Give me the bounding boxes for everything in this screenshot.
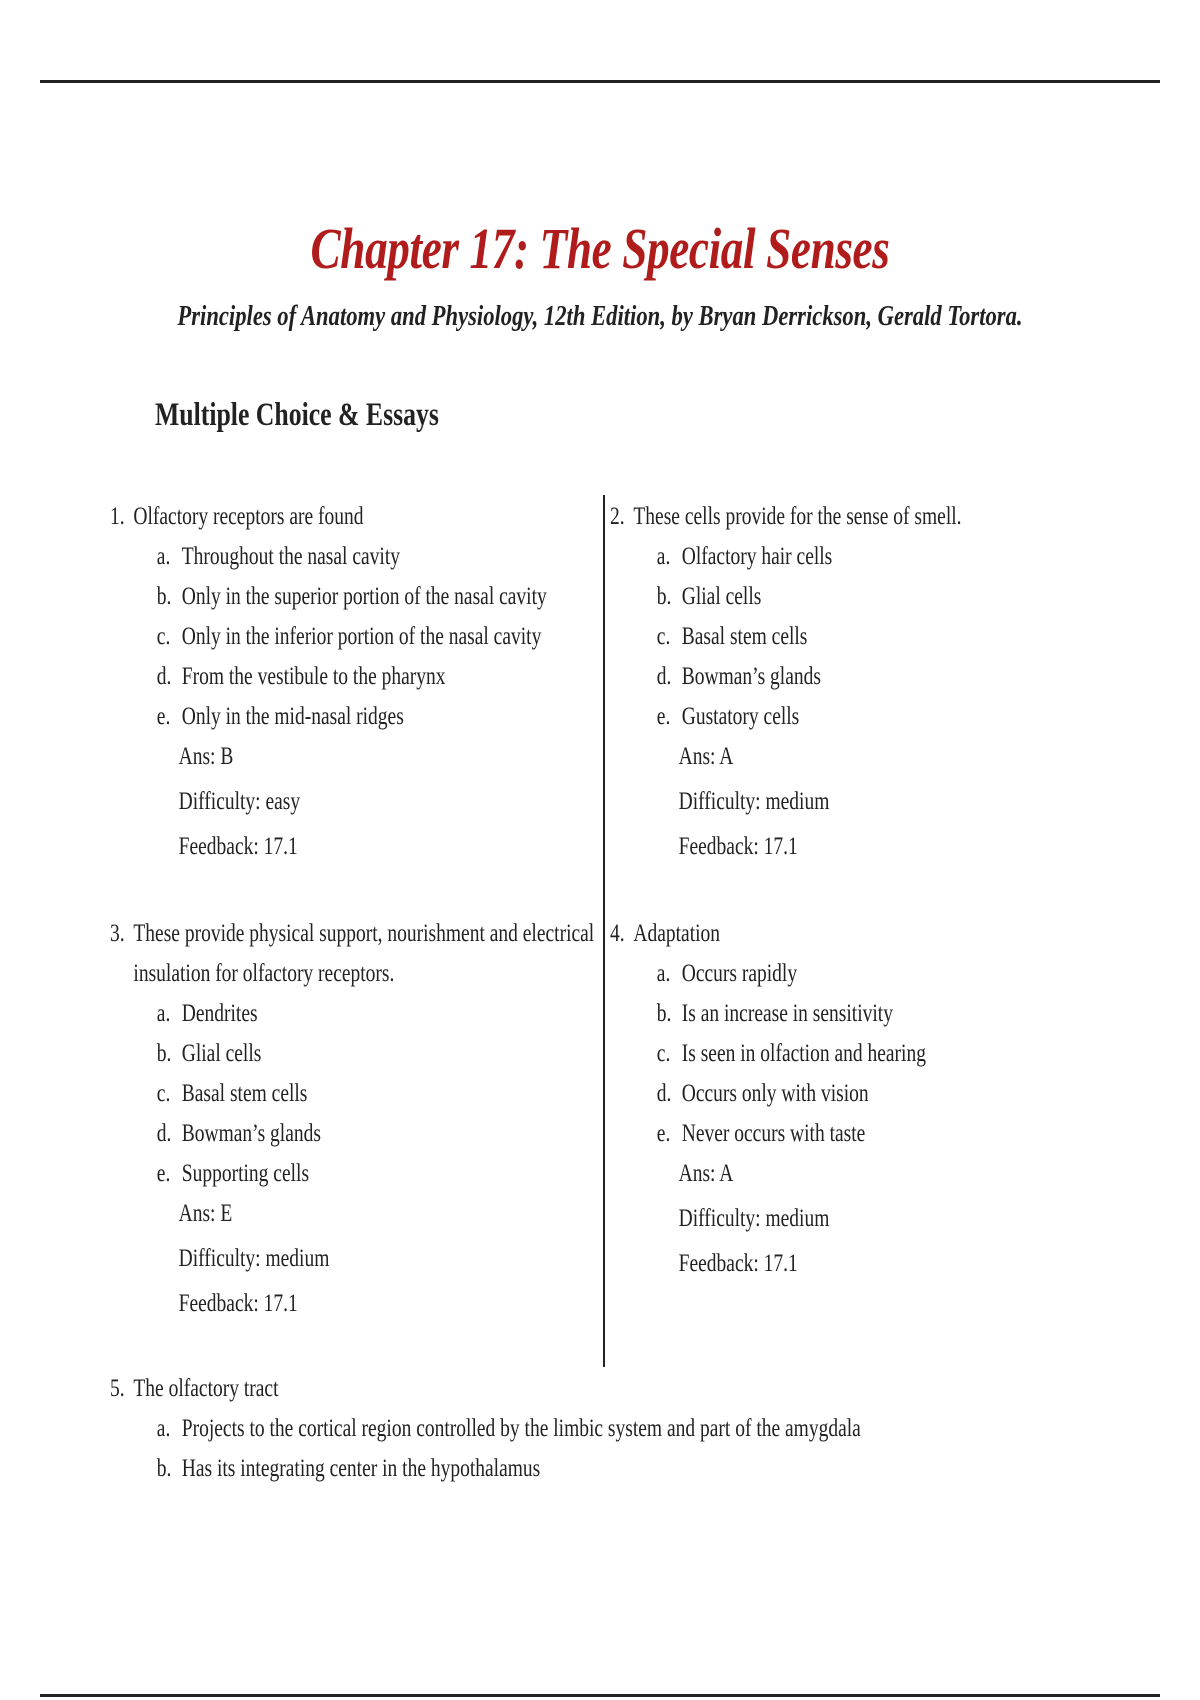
difficulty: Difficulty: medium [678, 788, 830, 815]
bottom-rule [40, 1694, 1160, 1697]
option-text: Glial cells [681, 583, 762, 610]
option-c [610, 617, 808, 657]
question-text: Olfactory receptors are found [133, 503, 364, 530]
question-stem [110, 914, 595, 954]
option-text: Only in the mid-nasal ridges [181, 703, 404, 730]
option-text: Supporting cells [181, 1160, 310, 1187]
book-citation: Principles of Anatomy and Physiology, 12th Edition, by Bryan Derrickson, Gerald Tortora. [177, 300, 1023, 332]
option-e [110, 697, 404, 737]
option-b [610, 577, 762, 617]
feedback: Feedback: 17.1 [178, 1290, 298, 1317]
chapter-title: Chapter 17: The Special Senses [310, 216, 890, 281]
question-4 [610, 914, 926, 1289]
option-letter: d. [156, 1120, 172, 1147]
question-stem [110, 497, 364, 537]
option-text: Basal stem cells [181, 1080, 308, 1107]
option-letter: c. [156, 1080, 171, 1107]
answer: Ans: A [678, 743, 734, 770]
question-stem-continued [110, 954, 395, 994]
option-text: Throughout the nasal cavity [181, 543, 401, 570]
question-stem [610, 914, 721, 954]
option-letter: a. [156, 1000, 171, 1027]
option-d [110, 657, 446, 697]
option-b [110, 1034, 262, 1074]
option-e [610, 1114, 866, 1154]
option-a [610, 954, 798, 994]
answer: Ans: E [178, 1200, 233, 1227]
option-e [610, 697, 800, 737]
top-rule [40, 80, 1160, 83]
option-letter: a. [156, 1415, 171, 1442]
option-text: Occurs only with vision [681, 1080, 869, 1107]
difficulty-row [110, 1239, 330, 1284]
option-b [110, 577, 547, 617]
option-text: Olfactory hair cells [681, 543, 833, 570]
feedback-row [610, 827, 798, 872]
question-stem [610, 497, 962, 537]
option-d [610, 657, 821, 697]
option-letter: b. [156, 1040, 172, 1067]
option-c [110, 617, 542, 657]
answer-row [110, 737, 234, 782]
difficulty: Difficulty: medium [678, 1205, 830, 1232]
option-a [110, 537, 401, 577]
option-letter: e. [156, 1160, 171, 1187]
question-number: 2. [610, 503, 625, 530]
question-text: These provide physical support, nourishment and electrical [133, 920, 595, 947]
option-letter: c. [656, 623, 671, 650]
answer-row [110, 1194, 233, 1239]
difficulty-row [610, 1199, 830, 1244]
option-letter: e. [656, 1120, 671, 1147]
question-text: The olfactory tract [133, 1375, 279, 1402]
option-text: Only in the superior portion of the nasal cavity [181, 583, 547, 610]
option-letter: d. [656, 1080, 672, 1107]
option-text: Occurs rapidly [681, 960, 798, 987]
question-number: 3. [110, 920, 125, 947]
option-letter: b. [656, 1000, 672, 1027]
question-text-continued: insulation for olfactory receptors. [133, 960, 395, 987]
option-text: Never occurs with taste [681, 1120, 866, 1147]
feedback-row [610, 1244, 798, 1289]
option-letter: c. [656, 1040, 671, 1067]
difficulty-row [110, 782, 301, 827]
option-text: Dendrites [181, 1000, 258, 1027]
option-letter: d. [656, 663, 672, 690]
option-c [610, 1034, 926, 1074]
option-c [110, 1074, 308, 1114]
feedback: Feedback: 17.1 [178, 833, 298, 860]
option-letter: b. [156, 583, 172, 610]
option-letter: a. [656, 960, 671, 987]
option-text: Gustatory cells [681, 703, 800, 730]
option-text: Bowman’s glands [181, 1120, 321, 1147]
option-text: Bowman’s glands [681, 663, 821, 690]
option-letter: c. [156, 623, 171, 650]
option-a [110, 994, 258, 1034]
option-text: Is seen in olfaction and hearing [681, 1040, 926, 1067]
option-letter: e. [656, 703, 671, 730]
answer-row [610, 737, 734, 782]
column-divider [603, 495, 605, 1367]
feedback-row [110, 1284, 298, 1329]
option-letter: a. [156, 543, 171, 570]
question-2 [610, 497, 962, 872]
option-text: Has its integrating center in the hypothalamus [181, 1455, 541, 1482]
option-d [110, 1114, 321, 1154]
option-e [110, 1154, 310, 1194]
option-text: Projects to the cortical region controlled by the limbic system and part of the amygdala [181, 1415, 861, 1442]
question-number: 1. [110, 503, 125, 530]
feedback: Feedback: 17.1 [678, 833, 798, 860]
option-letter: b. [156, 1455, 172, 1482]
answer: Ans: A [678, 1160, 734, 1187]
question-text: Adaptation [633, 920, 721, 947]
question-1 [110, 497, 547, 872]
option-d [610, 1074, 869, 1114]
option-b [610, 994, 893, 1034]
option-a [610, 537, 833, 577]
option-text: Glial cells [181, 1040, 262, 1067]
option-text: From the vestibule to the pharynx [181, 663, 446, 690]
question-number: 4. [610, 920, 625, 947]
feedback-row [110, 827, 298, 872]
difficulty: Difficulty: easy [178, 788, 301, 815]
difficulty-row [610, 782, 830, 827]
answer: Ans: B [178, 743, 234, 770]
option-text: Is an increase in sensitivity [681, 1000, 893, 1027]
option-letter: d. [156, 663, 172, 690]
feedback: Feedback: 17.1 [678, 1250, 798, 1277]
question-number: 5. [110, 1375, 125, 1402]
option-text: Basal stem cells [681, 623, 808, 650]
difficulty: Difficulty: medium [178, 1245, 330, 1272]
question-text: These cells provide for the sense of smell. [633, 503, 962, 530]
option-letter: a. [656, 543, 671, 570]
section-heading: Multiple Choice & Essays [155, 397, 439, 433]
answer-row [610, 1154, 734, 1199]
option-text: Only in the inferior portion of the nasal cavity [181, 623, 542, 650]
question-3 [110, 914, 595, 1329]
option-letter: e. [156, 703, 171, 730]
option-letter: b. [656, 583, 672, 610]
